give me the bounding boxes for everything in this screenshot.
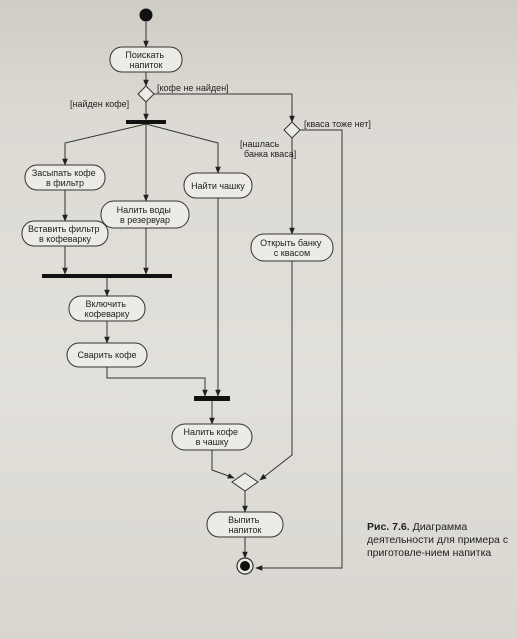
figure-number: Рис. 7.6. xyxy=(367,521,410,533)
label-line: напиток xyxy=(228,525,262,535)
label-line: Сварить кофе xyxy=(77,350,137,360)
guard-coffee-found: [найден кофе] xyxy=(70,99,130,109)
fork-bar xyxy=(126,120,166,124)
label-line: напиток xyxy=(129,60,163,70)
label-find-cup xyxy=(191,181,245,191)
label-pour-water xyxy=(117,205,174,225)
label-line: Найти чашку xyxy=(191,181,245,191)
figure-caption xyxy=(367,521,512,560)
label-line: банка кваса] xyxy=(244,149,297,159)
label-line: в чашку xyxy=(195,437,229,447)
label-line: Налить воды xyxy=(116,205,171,215)
label-line: в резервуар xyxy=(119,215,171,225)
label-turn-on xyxy=(85,299,130,319)
label-line: Включить xyxy=(85,299,126,309)
label-drink xyxy=(228,515,262,535)
join-bar xyxy=(194,396,230,401)
label-line: с квасом xyxy=(273,248,311,258)
guard-no-kvass: [кваса тоже нет] xyxy=(304,119,371,129)
label-line: в фильтр xyxy=(45,178,85,188)
label-line: Поискать xyxy=(125,50,165,60)
figure-caption-text: Диаграмма деятельности для примера с приготовле-нием напитка xyxy=(367,521,509,559)
initial-node xyxy=(140,9,153,22)
label-insert-filter xyxy=(28,224,102,244)
label-line: Налить кофе xyxy=(183,427,239,437)
label-brew xyxy=(78,350,137,360)
decision-coffee-found xyxy=(138,86,154,102)
label-line: в кофеварку xyxy=(39,234,91,244)
guard-kvass-found xyxy=(240,139,296,159)
merge-node xyxy=(232,473,258,491)
label-line: [нашлась xyxy=(240,139,280,149)
label-line: Выпить xyxy=(228,515,260,525)
label-line: Засыпать кофе xyxy=(31,168,96,178)
guard-coffee-not-found: [кофе не найден] xyxy=(157,83,229,93)
label-line: Вставить фильтр xyxy=(28,224,100,234)
decision-kvass xyxy=(284,122,300,138)
join-bar xyxy=(42,274,172,278)
label-line: Открыть банку xyxy=(260,238,322,248)
label-line: кофеварку xyxy=(84,309,130,319)
label-find-drink xyxy=(125,50,166,70)
